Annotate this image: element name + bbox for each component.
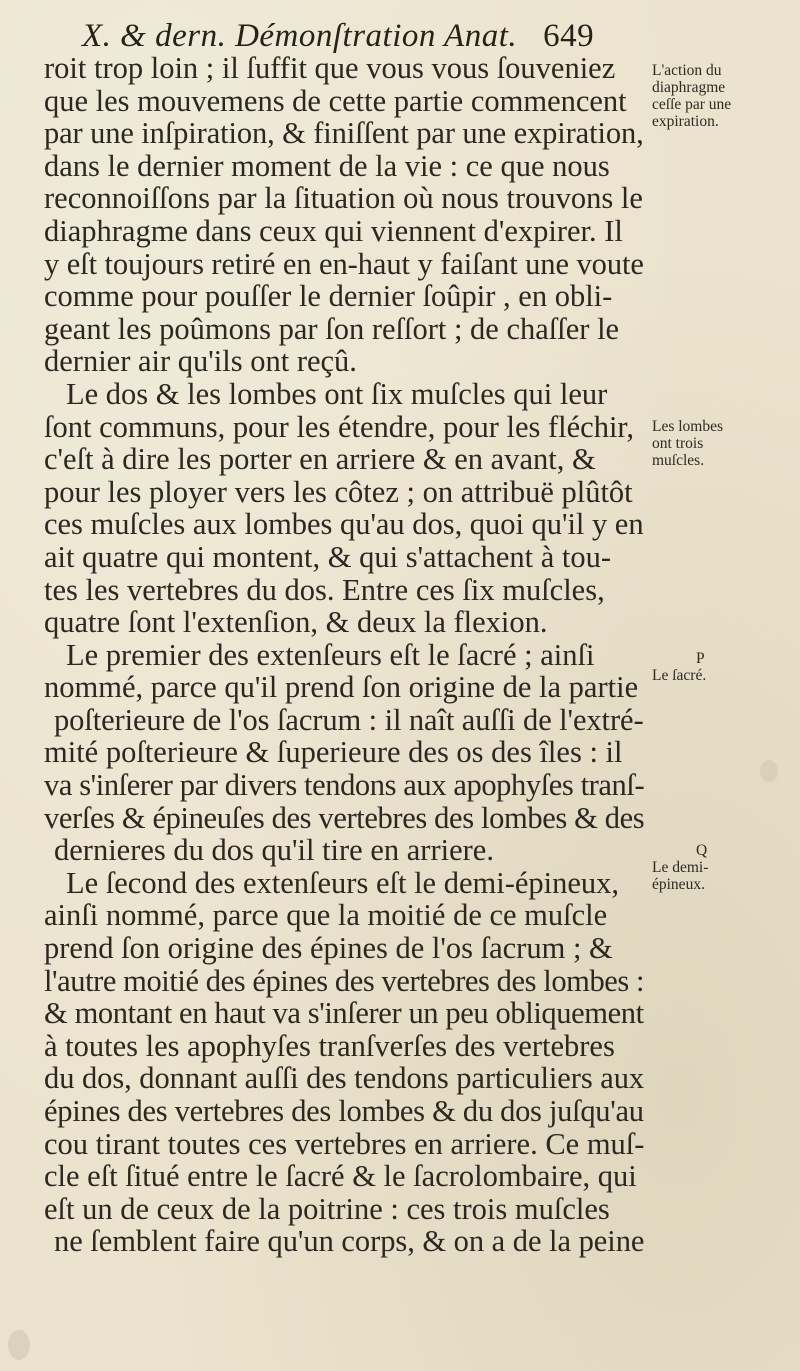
running-title: X. & dern. Démonſtration Anat. (82, 18, 518, 54)
text-line: eſt un de ceux de la poitrine : ces trois muſcles (44, 1191, 610, 1226)
page-number: 649 (543, 18, 595, 54)
text-line: prend ſon origine des épines de l'os ſacrum ; & (44, 931, 613, 966)
text-line: tes les vertebres du dos. Entre ces ſix muſcles, (44, 572, 605, 607)
text-line: comme pour pouſſer le dernier ſoûpir , en obli- (44, 279, 613, 314)
text-line: dernier air qu'ils ont reçû. (44, 344, 357, 379)
text-line: poſterieure de l'os ſacrum : il naît auſſi de l'extré- (54, 702, 644, 737)
paper-stain (760, 760, 778, 782)
text-line: quatre ſont l'extenſion, & deux la flexion. (44, 605, 548, 640)
text-line: dernieres du dos qu'il tire en arriere. (54, 833, 494, 868)
text-line: cou tirant toutes ces vertebres en arriere. Ce muſ- (44, 1126, 645, 1161)
margin-note-line: Le ſacré. (652, 667, 707, 684)
text-line: ſont communs, pour les étendre, pour les fléchir, (44, 409, 634, 444)
text-line: par une inſpiration, & finiſſent par une expiration, (44, 116, 644, 151)
text-line: du dos, donnant auſſi des tendons particuliers aux (44, 1061, 645, 1096)
text-line: à toutes les apophyſes tranſverſes des vertebres (44, 1028, 615, 1063)
text-line: dans le dernier moment de la vie : ce que nous (44, 148, 610, 183)
margin-note-line: ceſſe par une (652, 96, 732, 113)
text-line: reconnoiſſons par la ſituation où nous trouvons le (44, 181, 643, 216)
paragraph-start-line: Le ſecond des extenſeurs eſt le demi-épineux, (66, 865, 620, 900)
margin-note-diaphragme (652, 62, 798, 130)
margin-note-line: épineux. (652, 876, 705, 893)
margin-note-letter: P (696, 650, 705, 667)
text-line: nommé, parce qu'il prend ſon origine de la partie (44, 670, 639, 705)
text-line: ainſi nommé, parce que la moitié de ce muſcle (44, 898, 608, 933)
text-line: roit trop loin ; il ſuffit que vous vous ſouveniez (44, 51, 616, 85)
text-line: ces muſcles aux lombes qu'au dos, quoi qu'il y en (44, 507, 644, 542)
text-line: mité poſterieure & ſuperieure des os des îles : il (44, 735, 623, 770)
body-text (44, 52, 644, 1258)
text-line: pour les ployer vers les côtez ; on attribuë plûtôt (44, 474, 633, 509)
margin-note-sacre (652, 650, 798, 684)
text-line: que les mouvemens de cette partie commencent (44, 83, 627, 118)
margin-note-letter: Q (696, 842, 708, 859)
text-line: ait quatre qui montent, & qui s'attachent à tou- (44, 539, 612, 574)
text-line: c'eſt à dire les porter en arriere & en avant, & (44, 442, 596, 477)
margin-note-lombes (652, 418, 798, 469)
margin-note-line: L'action du (652, 62, 722, 79)
paper-stain (8, 1330, 30, 1360)
text-line: & montant en haut va s'inſerer un peu obliquement (44, 996, 644, 1031)
margin-note-line: diaphragme (652, 79, 726, 96)
text-line: y eſt toujours retiré en en-haut y faiſant une voute (44, 246, 644, 281)
margin-note-line: Les lombes (652, 418, 724, 435)
margin-note-demi-epineux (652, 842, 798, 893)
text-line: va s'inſerer par divers tendons aux apophyſes tranſ- (44, 768, 645, 803)
margin-note-line: Le demi- (652, 859, 709, 876)
text-line: ne ſemblent faire qu'un corps, & on a de la peine (54, 1224, 645, 1259)
text-line: geant les poûmons par ſon reſſort ; de chaſſer le (44, 311, 620, 346)
paragraph-start-line: Le premier des extenſeurs eſt le ſacré ; ainſi (66, 637, 595, 672)
text-line: diaphragme dans ceux qui viennent d'expirer. Il (44, 213, 623, 248)
margin-note-line: expiration. (652, 113, 719, 130)
margin-note-line: muſcles. (652, 452, 705, 469)
margin-note-line: ont trois (652, 435, 704, 452)
text-line: l'autre moitié des épines des vertebres des lombes : (44, 963, 645, 998)
text-line: cle eſt ſitué entre le ſacré & le ſacrolombaire, qui (44, 1159, 637, 1194)
paragraph-start-line: Le dos & les lombes ont ſix muſcles qui leur (66, 376, 608, 411)
text-line: verſes & épineuſes des vertebres des lombes & des (44, 800, 645, 835)
text-line: épines des vertebres des lombes & du dos juſqu'au (44, 1094, 644, 1128)
